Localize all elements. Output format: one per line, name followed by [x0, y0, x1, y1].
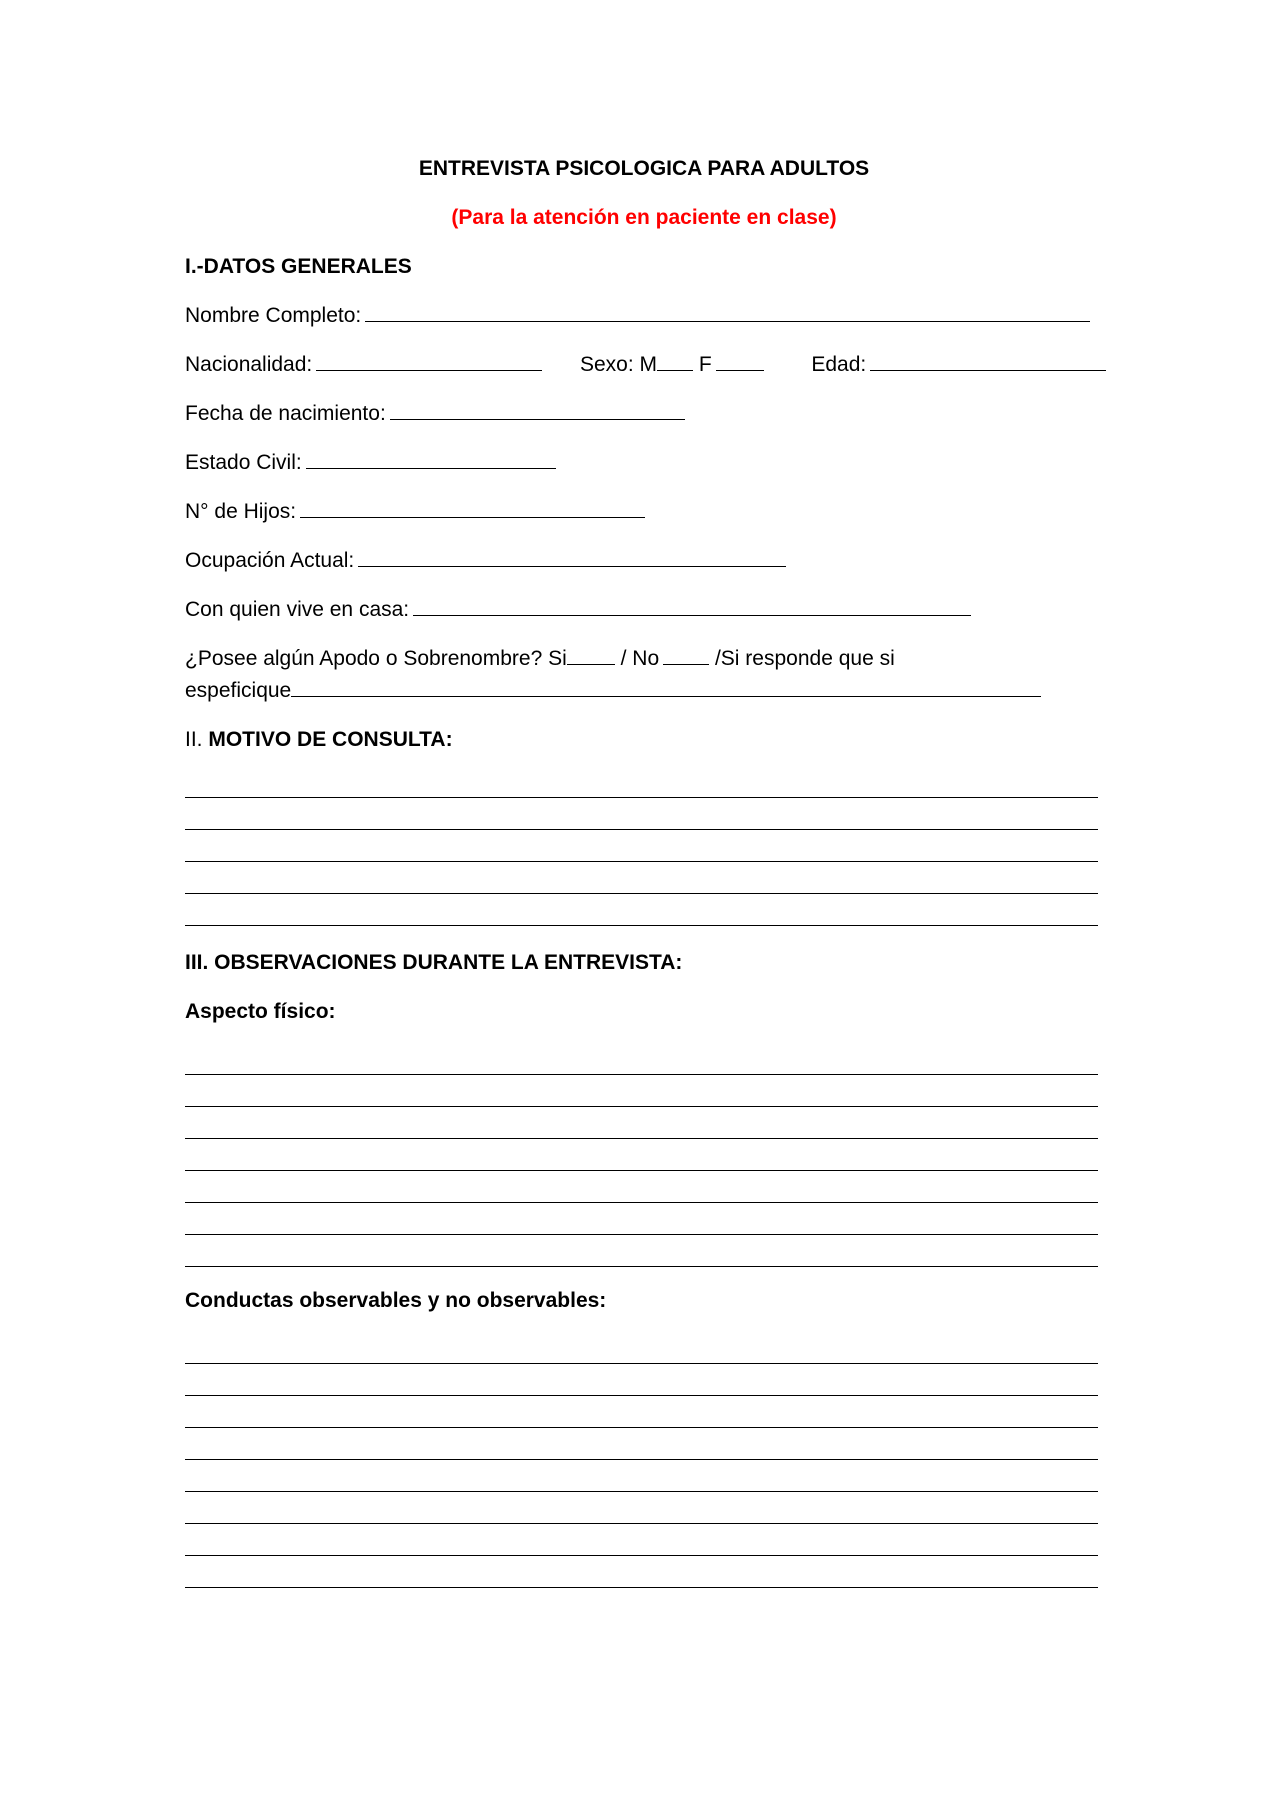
aspecto-line[interactable]: [185, 1202, 1098, 1203]
section3-heading: III. OBSERVACIONES DURANTE LA ENTREVISTA:: [185, 951, 683, 974]
ocupacion-row: [185, 547, 786, 575]
apodo-no-field[interactable]: [663, 645, 709, 665]
section1-heading: I.-DATOS GENERALES: [185, 255, 412, 278]
nombre-label: Nombre Completo:: [185, 304, 362, 327]
aspecto-label: Aspecto físico:: [185, 1000, 336, 1023]
apodo-specify-label: espeficique: [185, 679, 292, 702]
edad-label: Edad:: [811, 353, 867, 376]
section2-prefix: II.: [185, 728, 203, 751]
estado-civil-field[interactable]: [306, 449, 556, 469]
document-subtitle: (Para la atención en paciente en clase): [451, 206, 837, 229]
conductas-line[interactable]: [185, 1555, 1098, 1556]
motivo-line[interactable]: [185, 861, 1098, 862]
aspecto-line[interactable]: [185, 1234, 1098, 1235]
fecha-label: Fecha de nacimiento:: [185, 402, 386, 425]
aspecto-line[interactable]: [185, 1138, 1098, 1139]
apodo-specify-field[interactable]: [291, 677, 1041, 697]
apodo-no-label: / No: [620, 647, 660, 670]
conductas-line[interactable]: [185, 1523, 1098, 1524]
conductas-line[interactable]: [185, 1587, 1098, 1588]
sexo-f-label: F: [698, 353, 712, 376]
apodo-si-field[interactable]: [567, 645, 615, 665]
motivo-line[interactable]: [185, 925, 1098, 926]
edad-field[interactable]: [870, 351, 1106, 371]
conductas-line[interactable]: [185, 1395, 1098, 1396]
nombre-row: [185, 302, 1090, 330]
hijos-label: N° de Hijos:: [185, 500, 297, 523]
fecha-field[interactable]: [390, 400, 685, 420]
ocupacion-label: Ocupación Actual:: [185, 549, 355, 572]
aspecto-line[interactable]: [185, 1170, 1098, 1171]
motivo-line[interactable]: [185, 893, 1098, 894]
conductas-line[interactable]: [185, 1491, 1098, 1492]
motivo-line[interactable]: [185, 797, 1098, 798]
conductas-line[interactable]: [185, 1363, 1098, 1364]
estado-civil-label: Estado Civil:: [185, 451, 302, 474]
nombre-field[interactable]: [365, 302, 1090, 322]
ocupacion-field[interactable]: [358, 547, 786, 567]
nacionalidad-field[interactable]: [316, 351, 542, 371]
conductas-line[interactable]: [185, 1459, 1098, 1460]
nacionalidad-row: [185, 351, 1106, 379]
conductas-label: Conductas observables y no observables:: [185, 1289, 607, 1312]
apodo-row: [185, 645, 895, 673]
section2-title: MOTIVO DE CONSULTA:: [208, 728, 453, 751]
motivo-line[interactable]: [185, 829, 1098, 830]
document-title: ENTREVISTA PSICOLOGICA PARA ADULTOS: [418, 157, 870, 180]
conductas-line[interactable]: [185, 1427, 1098, 1428]
convive-field[interactable]: [413, 596, 971, 616]
estado-civil-row: [185, 449, 556, 477]
apodo-specify-row: [185, 677, 1041, 705]
sexo-label: Sexo: M: [579, 353, 657, 376]
apodo-question: ¿Posee algún Apodo o Sobrenombre? Si: [185, 647, 567, 670]
hijos-row: [185, 498, 645, 526]
hijos-field[interactable]: [300, 498, 645, 518]
aspecto-line[interactable]: [185, 1106, 1098, 1107]
sexo-f-field[interactable]: [716, 351, 764, 371]
convive-row: [185, 596, 971, 624]
sexo-m-field[interactable]: [657, 351, 693, 371]
nacionalidad-label: Nacionalidad:: [185, 353, 313, 376]
aspecto-line[interactable]: [185, 1266, 1098, 1267]
aspecto-line[interactable]: [185, 1074, 1098, 1075]
fecha-row: [185, 400, 685, 428]
section2-heading: [185, 726, 453, 754]
convive-label: Con quien vive en casa:: [185, 598, 410, 621]
apodo-if-label: /Si responde que si: [714, 647, 895, 670]
